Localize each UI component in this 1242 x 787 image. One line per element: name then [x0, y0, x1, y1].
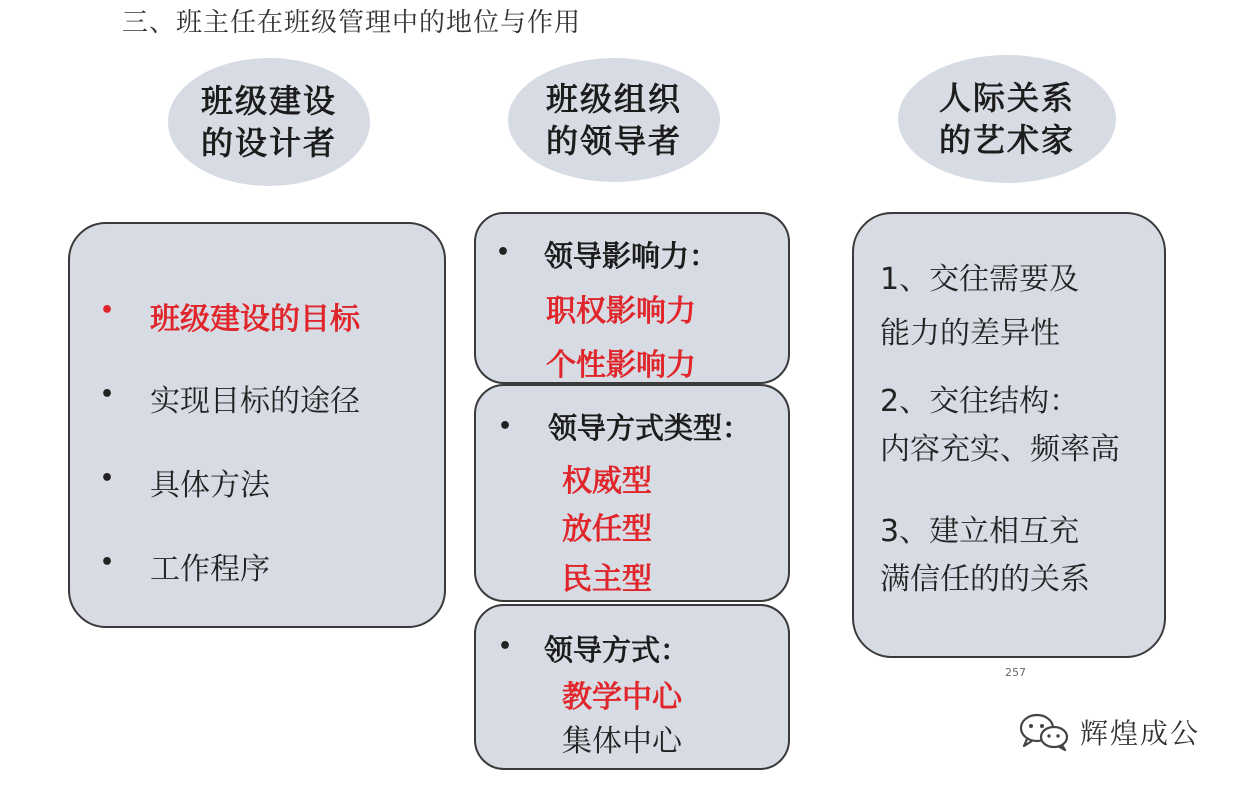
bullet-icon: • [498, 634, 513, 659]
influence-item: 个性影响力 [546, 348, 696, 383]
style-item: 教学中心 [562, 680, 682, 715]
bullet-icon: • [100, 382, 115, 407]
watermark-text: 辉煌成公 [1080, 717, 1201, 750]
artist-line: 2、交往结构： [880, 384, 1080, 419]
artist-line: 满信任的的关系 [880, 562, 1090, 597]
page-number: 257 [1005, 666, 1026, 679]
role-artist-line2: 的艺术家 [938, 121, 1075, 159]
designer-item: 实现目标的途径 [150, 384, 360, 419]
role-designer-line2: 的设计者 [200, 124, 337, 162]
artist-line: 1、交往需要及 [880, 262, 1080, 297]
leader-style-box [474, 604, 790, 770]
role-oval-designer [168, 58, 370, 186]
designer-item: 具体方法 [150, 468, 270, 503]
bullet-icon: • [100, 466, 115, 491]
bullet-icon: • [496, 240, 511, 265]
influence-title: 领导影响力： [544, 239, 719, 273]
leader-influence-box [474, 212, 790, 384]
role-leader-line2: 的领导者 [545, 122, 682, 160]
role-oval-leader [508, 58, 720, 182]
role-artist-line1: 人际关系 [938, 79, 1075, 117]
leader-style-types-box [474, 384, 790, 602]
style-type-item: 民主型 [562, 562, 652, 597]
artist-line: 能力的差异性 [880, 316, 1060, 351]
influence-item: 职权影响力 [546, 294, 696, 329]
designer-item: 工作程序 [150, 552, 270, 587]
style-title: 领导方式： [544, 633, 690, 667]
style-type-item: 权威型 [562, 464, 652, 499]
designer-box [68, 222, 446, 628]
role-oval-artist [898, 55, 1116, 183]
wechat-icon [1018, 712, 1070, 752]
artist-line: 内容充实、频率高 [880, 432, 1120, 467]
page-heading: 三、班主任在班级管理中的地位与作用 [122, 8, 582, 38]
role-designer-line1: 班级建设 [200, 82, 337, 120]
style-item: 集体中心 [562, 724, 682, 759]
bullet-icon: • [100, 298, 115, 323]
bullet-icon: • [100, 550, 115, 575]
style-types-title: 领导方式类型： [548, 411, 752, 445]
watermark [1018, 712, 1200, 752]
artist-box [852, 212, 1166, 658]
bullet-icon: • [498, 414, 513, 439]
role-leader-line1: 班级组织 [545, 80, 682, 118]
style-type-item: 放任型 [562, 512, 652, 547]
artist-line: 3、建立相互充 [880, 514, 1080, 549]
designer-item: 班级建设的目标 [150, 302, 360, 337]
